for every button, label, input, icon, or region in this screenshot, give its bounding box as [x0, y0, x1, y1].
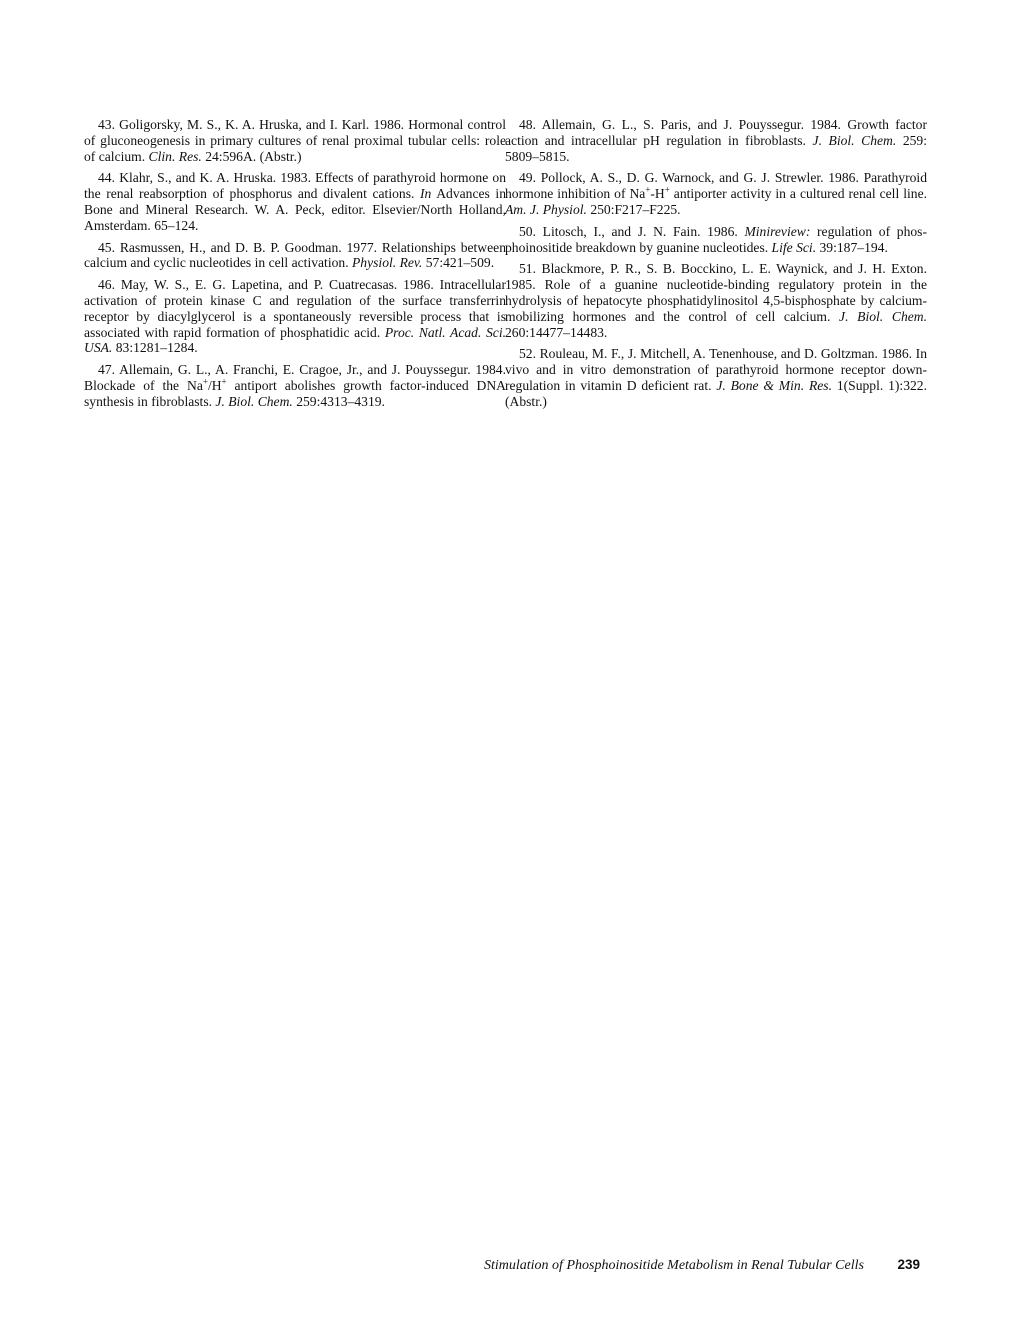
reference-number: 49.: [519, 170, 536, 186]
reference-text: 24:596A. (Abstr.): [201, 148, 302, 164]
reference-text: Rasmussen, H., and D. B. P. Goodman. 1977. Relationships between calcium and cyclic nucleotides in cell activation.: [84, 239, 506, 271]
reference-text: 1(Suppl. 1):322. (Abstr.): [505, 377, 928, 409]
reference-journal: J. Biol. Chem.: [839, 308, 927, 324]
reference-text: /H: [207, 377, 222, 393]
reference-number: 52.: [519, 346, 536, 362]
reference-text: +: [664, 184, 670, 195]
references-right-column: [505, 117, 927, 416]
reference-entry: [505, 346, 927, 409]
reference-journal: J. Bone & Min. Res.: [716, 377, 832, 393]
reference-text: Allemain, G. L., S. Paris, and J. Pouyssegur. 1984. Growth factor action and intracellular pH regulation in fibroblasts.: [505, 117, 927, 148]
page-footer: [484, 1258, 920, 1274]
reference-entry: [505, 170, 927, 217]
reference-journal: Minireview:: [744, 223, 811, 239]
reference-text: antiport abolishes growth factor-induced DNA synthesis in fibroblasts.: [84, 377, 506, 409]
reference-text: Allemain, G. L., A. Franchi, E. Cragoe, Jr., and J. Pouyssegur. 1984. Blockade of the Na: [84, 362, 506, 393]
reference-entry: [84, 117, 506, 164]
reference-number: 45.: [98, 239, 115, 255]
reference-entry: [84, 240, 506, 272]
reference-text: -H: [650, 186, 665, 202]
reference-text: 83:1281–1284.: [112, 340, 198, 356]
reference-journal: Physiol. Rev.: [352, 255, 423, 271]
reference-text: May, W. S., E. G. Lapetina, and P. Cuatrecasas. 1986. Intracellular activation of protein kinase C and regulation of the surface transferrin receptor by diacylglycerol is a spontaneously reversible process that is associated with rapid formation of phosphatidic acid.: [84, 277, 506, 340]
reference-number: 51.: [519, 261, 536, 277]
reference-text: Blackmore, P. R., S. B. Bocckino, L. E. Waynick, and J. H. Exton. 1985. Role of a guanine nucleotide-binding regulatory protein in the hydrolysis of hepatocyte phosphatidylinositol 4,5-bisphosphate by calcium-mobilizing hormones and the control of cell calcium.: [505, 261, 927, 324]
reference-entry: [505, 117, 927, 164]
reference-text: Rouleau, M. F., J. Mitchell, A. Tenenhouse, and D. Goltzman. 1986. In vivo and in vitro demonstration of parathyroid hormone receptor down-regulation in vitamin D deficient rat.: [505, 346, 927, 393]
reference-text: Goligorsky, M. S., K. A. Hruska, and I. Karl. 1986. Hormonal control of gluconeogenesis in primary cultures of renal proximal tubular cells: role of calcium.: [84, 117, 506, 164]
references-left-column: [84, 117, 506, 416]
reference-journal: J. Biol. Chem.: [812, 132, 897, 148]
reference-journal: Am. J. Physiol.: [505, 201, 587, 217]
reference-journal: Proc. Natl. Acad. Sci. USA.: [84, 324, 506, 356]
reference-text: Pollock, A. S., D. G. Warnock, and G. J. Strewler. 1986. Parathyroid hormone inhibition of Na: [505, 170, 927, 202]
reference-journal: Clin. Res.: [148, 148, 202, 164]
reference-text: 259:4313–4319.: [292, 393, 385, 409]
reference-text: regulation of phosphoinositide breakdown by guanine nucleotides.: [505, 223, 927, 255]
reference-entry: [84, 170, 506, 233]
reference-text: +: [645, 184, 651, 195]
reference-text: +: [202, 376, 208, 387]
running-title: Stimulation of Phosphoinositide Metabolism in Renal Tubular Cells: [484, 1258, 864, 1273]
reference-number: 44.: [98, 170, 115, 186]
reference-text: 250:F217–F225.: [586, 201, 681, 217]
reference-text: Advances in Bone and Mineral Research. W. A. Peck, editor. Elsevier/North Holland, Amsterdam. 65–124.: [84, 186, 507, 233]
reference-journal: J. Biol. Chem.: [215, 393, 293, 409]
reference-entry: [84, 362, 506, 409]
reference-entry: [84, 277, 506, 356]
reference-entry: [505, 224, 927, 256]
reference-number: 43.: [98, 117, 115, 132]
reference-number: 50.: [519, 223, 536, 239]
reference-text: 39:187–194.: [816, 239, 888, 255]
reference-text: 57:421–509.: [422, 255, 495, 271]
reference-text: 259: 5809–5815.: [505, 132, 927, 164]
page-number: 239: [897, 1257, 920, 1272]
reference-text: antiporter activity in a cultured renal cell line.: [669, 186, 928, 202]
reference-journal: Life Sci.: [771, 239, 817, 255]
reference-text: Klahr, S., and K. A. Hruska. 1983. Effects of parathyroid hormone on the renal reabsorption of phosphorus and divalent cations.: [84, 170, 506, 202]
reference-number: 47.: [98, 362, 115, 378]
reference-text: +: [221, 376, 227, 387]
reference-number: 48.: [519, 117, 536, 132]
reference-number: 46.: [98, 277, 115, 293]
reference-text: 260:14477–14483.: [505, 324, 608, 340]
reference-entry: [505, 261, 927, 340]
reference-journal: In: [420, 186, 432, 202]
reference-text: Litosch, I., and J. N. Fain. 1986.: [542, 223, 745, 239]
